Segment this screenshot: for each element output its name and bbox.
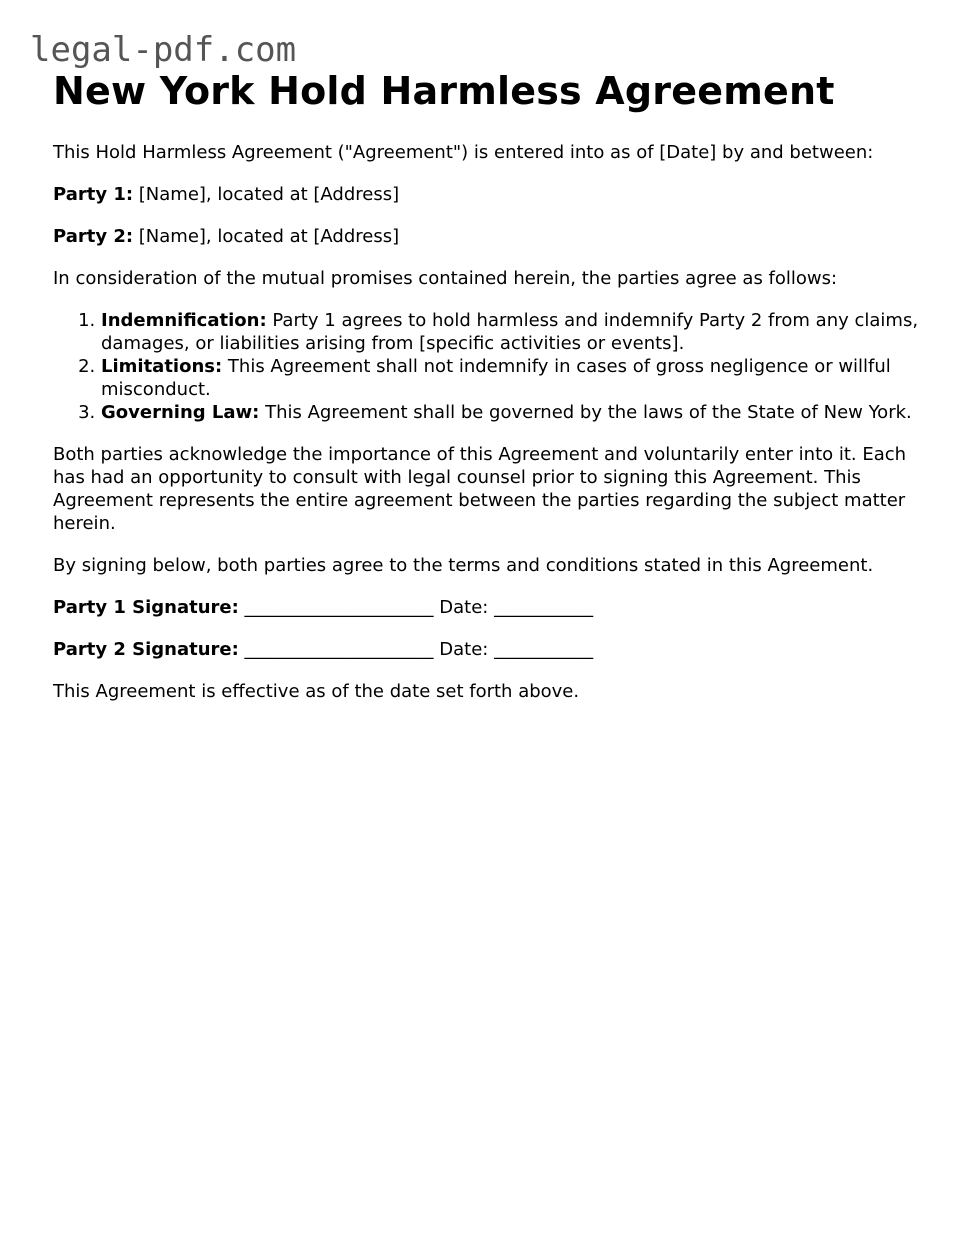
effective-statement: This Agreement is effective as of the date set forth above. [53, 681, 580, 702]
document-title: New York Hold Harmless Agreement [53, 69, 835, 113]
party-2-signature-blanks: _____________________ Date: ___________ [238, 639, 594, 660]
watermark: legal-pdf.com [30, 30, 297, 70]
document-page [53, 68, 933, 703]
term-text: Party 1 agrees to hold harmless and indemnify Party 2 from any claims, damages, or liabilities arising from [specific activities or events]. [101, 310, 919, 354]
party-2-text: [Name], located at [Address] [133, 226, 400, 247]
term-item-governing-law [101, 401, 933, 424]
intro-paragraph: This Hold Harmless Agreement ("Agreement") is entered into as of [Date] by and between: [53, 142, 874, 163]
consideration-paragraph: In consideration of the mutual promises contained herein, the parties agree as follows: [53, 268, 838, 289]
acknowledgement-paragraph: Both parties acknowledge the importance of this Agreement and voluntarily enter into it. Each has had an opportunity to consult with legal counsel prior to signing this Agreement. This Agreement represents the entire agreement between the parties regarding the subject matter herein. [53, 444, 907, 534]
term-label: Limitations: [101, 356, 223, 377]
term-label: Governing Law: [101, 402, 260, 423]
party-2-signature-line [53, 638, 933, 661]
party-2-line [53, 225, 933, 248]
terms-list [53, 309, 933, 424]
party-2-signature-label: Party 2 Signature: [53, 639, 239, 660]
term-text: This Agreement shall not indemnify in cases of gross negligence or willful misconduct. [101, 356, 891, 400]
party-1-signature-blanks: _____________________ Date: ___________ [238, 597, 594, 618]
signing-statement: By signing below, both parties agree to the terms and conditions stated in this Agreement. [53, 555, 874, 576]
party-1-text: [Name], located at [Address] [133, 184, 400, 205]
term-text: This Agreement shall be governed by the laws of the State of New York. [259, 402, 912, 423]
party-1-signature-line [53, 596, 933, 619]
term-item-limitations [101, 355, 933, 401]
term-item-indemnification [101, 309, 933, 355]
party-1-line [53, 183, 933, 206]
party-1-label: Party 1: [53, 184, 134, 205]
party-1-signature-label: Party 1 Signature: [53, 597, 239, 618]
term-label: Indemnification: [101, 310, 267, 331]
party-2-label: Party 2: [53, 226, 134, 247]
